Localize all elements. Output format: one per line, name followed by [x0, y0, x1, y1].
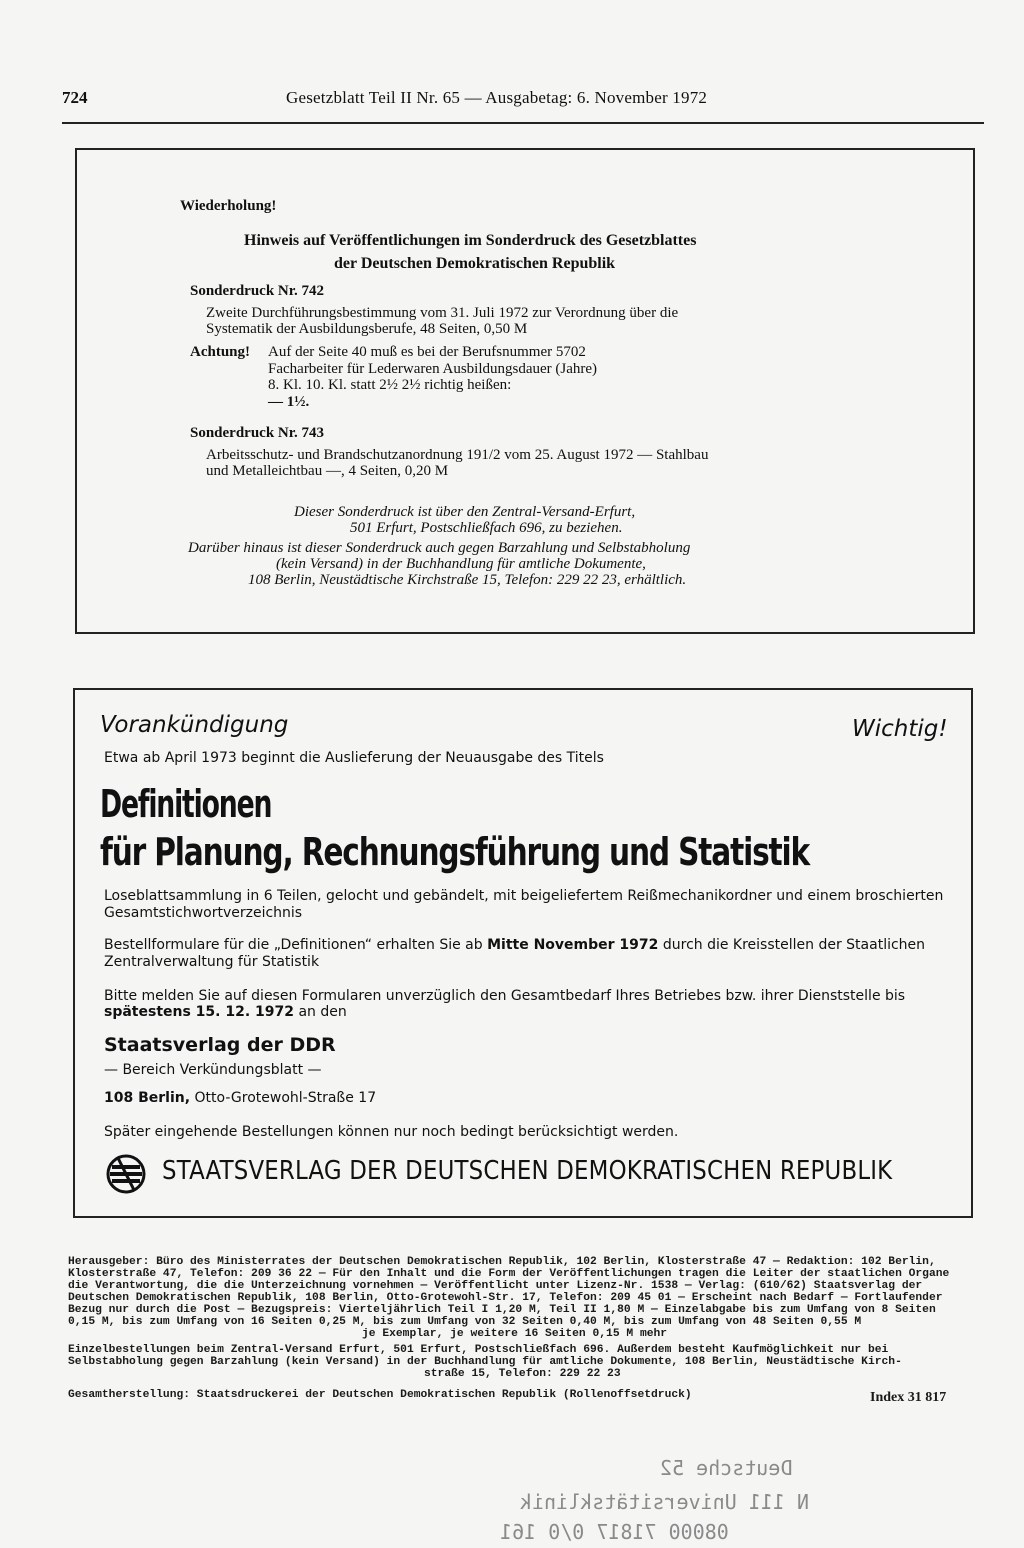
imprint-line-2: Klosterstraße 47, Telefon: 209 36 22 — Für den Inhalt und die Form der Veröffentlichungen tragen die Leiter der staatlichen Organe: [68, 1268, 950, 1280]
paragraph-2-line-1: [104, 937, 925, 954]
book-title-line-2: für Planung, Rechnungsführung und Statistik: [100, 830, 810, 874]
late-orders-note: Später eingehende Bestellungen können nur noch bedingt berücksichtigt werden.: [104, 1124, 679, 1140]
imprint-line-7: je Exemplar, je weitere 16 Seiten 0,15 M mehr: [362, 1328, 668, 1340]
notice-heading-1: Hinweis auf Veröffentlichungen im Sonderdruck des Gesetzblattes: [244, 232, 697, 249]
notice-heading-2: der Deutschen Demokratischen Republik: [334, 255, 616, 272]
imprint-line-6: 0,15 M, bis zum Umfang von 16 Seiten 0,25 M, bis zum Umfang von 32 Seiten 0,40 M, bis zum Umfang von 48 Seiten 0,55 M: [68, 1316, 862, 1328]
sonderdruck-742-line2: Systematik der Ausbildungsberufe, 48 Seiten, 0,50 M: [206, 321, 528, 337]
achtung-label: Achtung!: [190, 344, 251, 360]
imprint-line-5: Bezug nur durch die Post — Bezugspreis: Vierteljährlich Teil I 1,20 M, Teil II 1,80 M — Einzelabgabe bis zum Umfang von 8 Seiten: [68, 1304, 936, 1316]
imprint-line-4: Deutschen Demokratischen Republik, 108 Berlin, Otto-Grotewohl-Str. 17, Telefon: 209 45 01 — Erscheint nach Bedarf — Fortlaufender: [68, 1292, 943, 1304]
order-line-5: 108 Berlin, Neustädtische Kirchstraße 15, Telefon: 229 22 23, erhältlich.: [248, 572, 687, 588]
publisher-logo-icon: [106, 1154, 146, 1194]
announcement-intro: Etwa ab April 1973 beginnt die Auslieferung der Neuausgabe des Titels: [104, 750, 604, 766]
paragraph-3-line-2: [104, 1004, 347, 1021]
paragraph-1-line-2: Gesamtstichwortverzeichnis: [104, 905, 303, 921]
paragraph-1-line-1: Loseblattsammlung in 6 Teilen, gelocht und gebändelt, mit beigeliefertem Reißmechanikordner und einem broschierten: [104, 888, 944, 904]
deadline-date: spätestens 15. 12. 1972: [104, 1004, 294, 1020]
book-title-line-1: Definitionen: [100, 782, 272, 826]
publisher-department: — Bereich Verkündungsblatt —: [104, 1062, 322, 1078]
order-line-1: Dieser Sonderdruck ist über den Zentral-Versand-Erfurt,: [294, 504, 636, 520]
stamp-line-3: 08000 71817 0/0 161: [500, 1520, 729, 1544]
paragraph-2-text-a: Bestellformulare für die „Definitionen“ erhalten Sie ab: [104, 937, 488, 953]
stamp-line-2: N 111 Universitätsklinik: [520, 1490, 809, 1514]
order-date: Mitte November 1972: [487, 937, 659, 953]
important-label: Wichtig!: [852, 716, 948, 742]
achtung-line4: — 1½.: [268, 394, 310, 410]
paragraph-2-line-2: Zentralverwaltung für Statistik: [104, 954, 320, 970]
paragraph-2-text-c: durch die Kreisstellen der Staatlichen: [658, 937, 926, 953]
stamp-line-1: Deutsche 52: [660, 1456, 793, 1480]
paragraph-3-text-b: an den: [294, 1004, 347, 1020]
imprint-line-8: Einzelbestellungen beim Zentral-Versand Erfurt, 501 Erfurt, Postschließfach 696. Außerdem besteht Kaufmöglichkeit nur bei: [68, 1344, 889, 1356]
sonderdruck-742-line1: Zweite Durchführungsbestimmung vom 31. Juli 1972 zur Verordnung über die: [206, 305, 679, 321]
publisher-address: [104, 1090, 376, 1106]
production-note: Gesamtherstellung: Staatsdruckerei der Deutschen Demokratischen Republik (Rollenoffsetdruck): [68, 1389, 692, 1401]
order-line-4: (kein Versand) in der Buchhandlung für amtliche Dokumente,: [276, 556, 646, 572]
sonderdruck-742-label: Sonderdruck Nr. 742: [190, 283, 325, 299]
sonderdruck-743-line2: und Metalleichtbau —, 4 Seiten, 0,20 M: [206, 463, 449, 479]
publisher-street: Otto-Grotewohl-Straße 17: [190, 1090, 377, 1106]
imprint-line-1: Herausgeber: Büro des Ministerrates der Deutschen Demokratischen Republik, 102 Berlin, Klosterstraße 47 — Redaktion: 102 Berlin,: [68, 1256, 936, 1268]
page-number: 724: [62, 88, 88, 107]
publisher-banner: STAATSVERLAG DER DEUTSCHEN DEMOKRATISCHEN REPUBLIK: [162, 1156, 893, 1186]
header-rule: [62, 122, 984, 124]
order-line-3: Darüber hinaus ist dieser Sonderdruck auch gegen Barzahlung und Selbstabholung: [188, 540, 691, 556]
paragraph-3-line-1: Bitte melden Sie auf diesen Formularen unverzüglich den Gesamtbedarf Ihres Betriebes bzw. ihrer Dienststelle bis: [104, 988, 906, 1004]
announcement-label: Vorankündigung: [100, 712, 289, 738]
achtung-line1: Auf der Seite 40 muß es bei der Berufsnummer 5702: [268, 344, 586, 360]
index-number: Index 31 817: [870, 1390, 947, 1405]
publisher-city: 108 Berlin,: [104, 1090, 191, 1106]
sonderdruck-743-label: Sonderdruck Nr. 743: [190, 425, 325, 441]
gazette-header-title: Gesetzblatt Teil II Nr. 65 — Ausgabetag: 6. November 1972: [286, 88, 708, 107]
order-line-2: 501 Erfurt, Postschließfach 696, zu beziehen.: [350, 520, 623, 536]
imprint-line-9: Selbstabholung gegen Barzahlung (kein Versand) in der Buchhandlung für amtliche Dokumente, 108 Berlin, Neustädtische Kirch-: [68, 1356, 902, 1368]
sonderdruck-743-line1: Arbeitsschutz- und Brandschutzanordnung 191/2 vom 25. August 1972 — Stahlbau: [206, 447, 709, 463]
achtung-line2: Facharbeiter für Lederwaren Ausbildungsdauer (Jahre): [268, 361, 598, 377]
achtung-line3: 8. Kl. 10. Kl. statt 2½ 2½ richtig heißen:: [268, 377, 512, 393]
imprint-line-10: straße 15, Telefon: 229 22 23: [424, 1368, 621, 1380]
imprint-line-3: die Verantwortung, die die Unterzeichnung vornehmen — Veröffentlicht unter Lizenz-Nr. 1538 — Verlag: (610/62) Staatsverlag der: [68, 1280, 923, 1292]
repeat-label: Wiederholung!: [180, 198, 277, 214]
publisher-name: Staatsverlag der DDR: [104, 1034, 336, 1056]
